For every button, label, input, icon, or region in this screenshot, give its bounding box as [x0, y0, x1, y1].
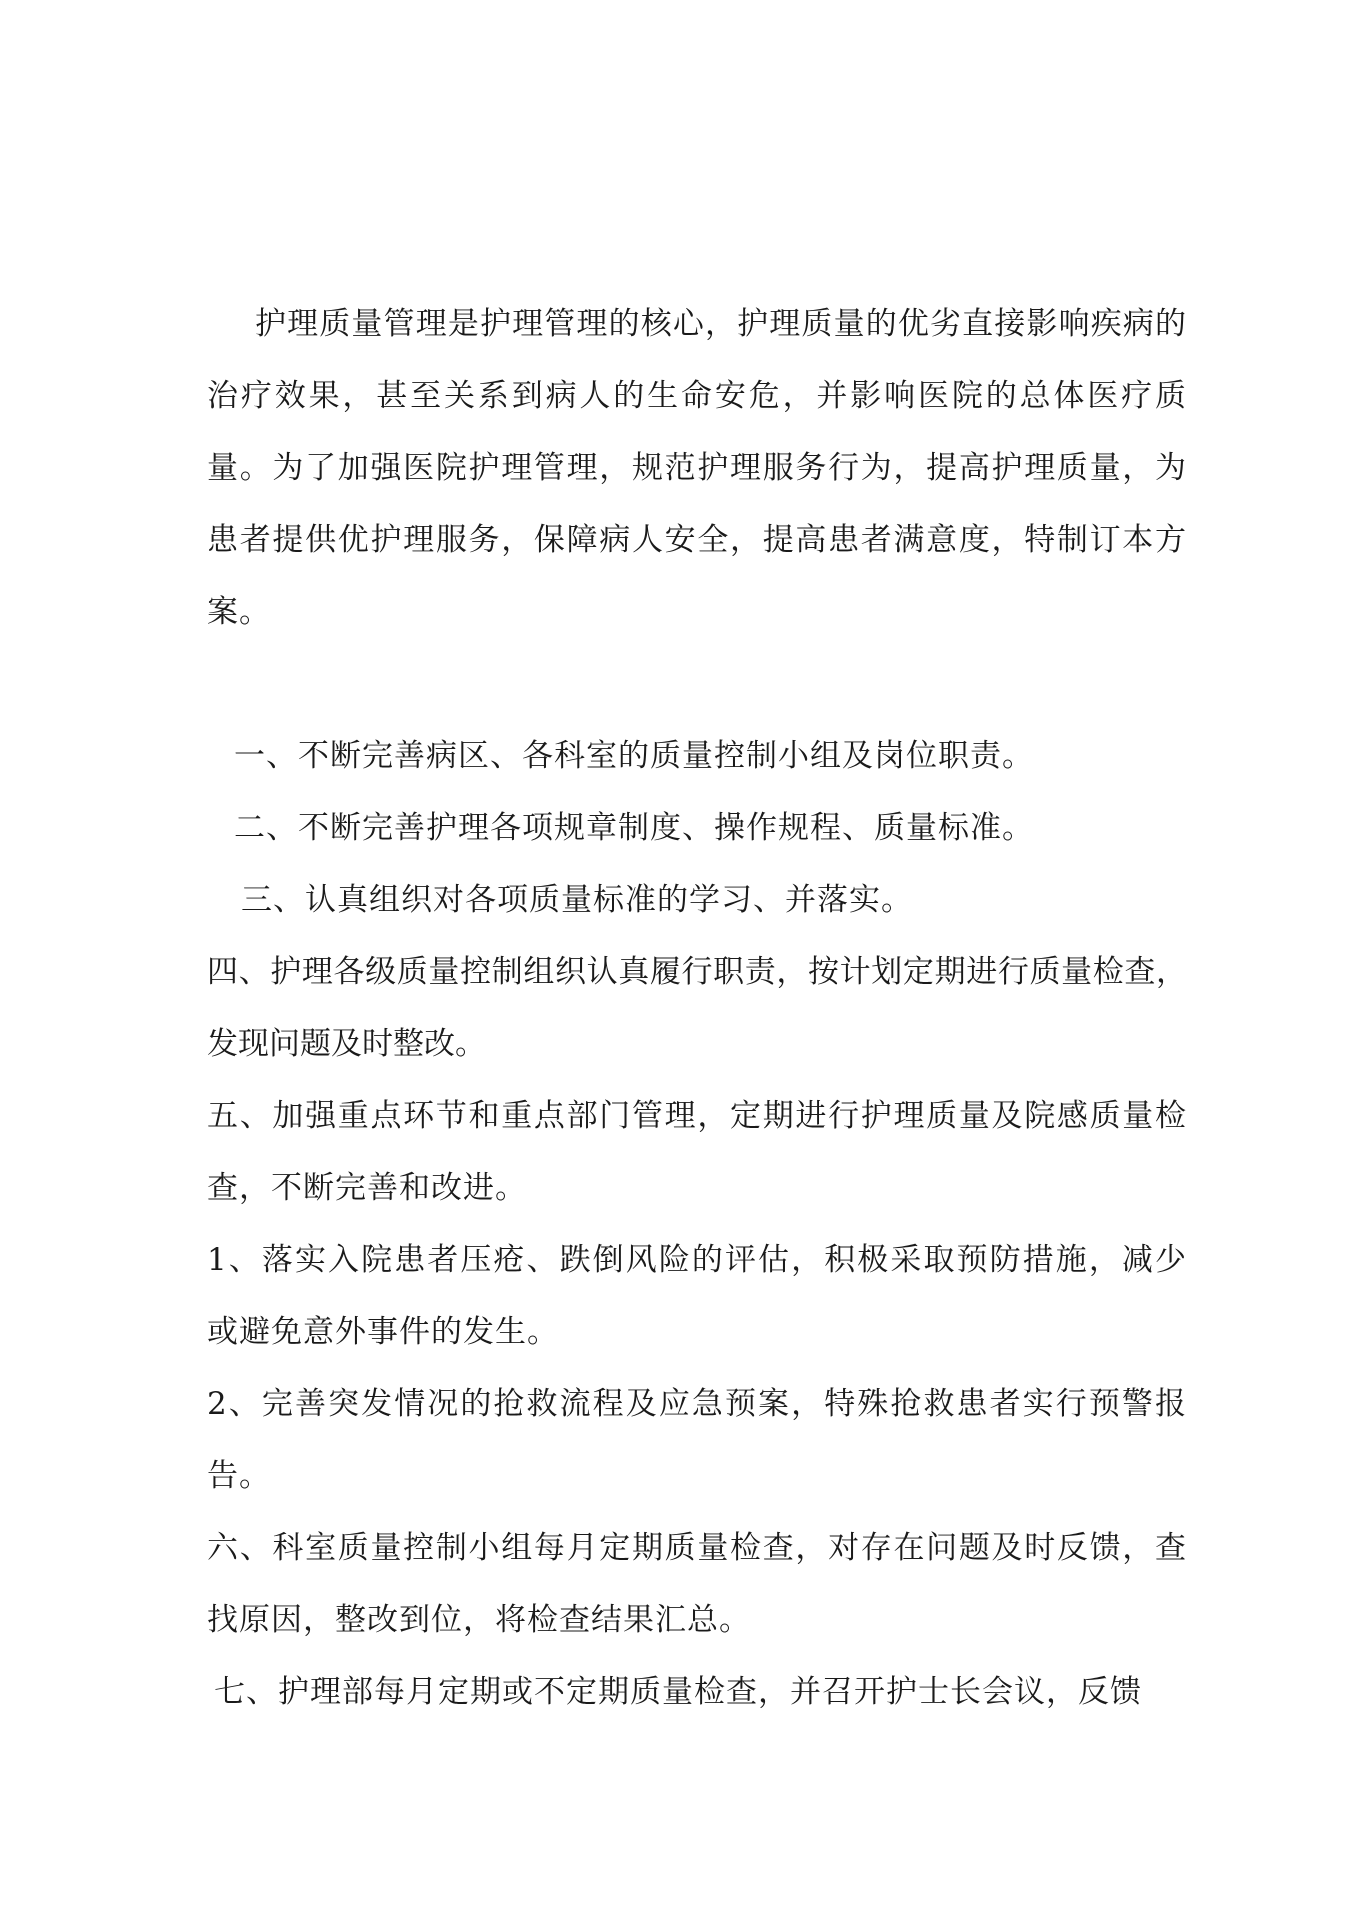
- list-item: 二、不断完善护理各项规章制度、操作规程、质量标准。: [234, 810, 1034, 846]
- list-item: 一、不断完善病区、各科室的质量控制小组及岗位职责。: [234, 738, 1034, 774]
- list-item: 1、落实入院患者压疮、跌倒风险的评估，积极采取预防措施，减少或避免意外事件的发生。: [207, 1242, 1187, 1350]
- document-body: [207, 288, 1187, 1728]
- intro-paragraph: 护理质量管理是护理管理的核心，护理质量的优劣直接影响疾病的治疗效果，甚至关系到病人的生命安危，并影响医院的总体医疗质量。为了加强医院护理管理，规范护理服务行为，提高护理质量，为患者提供优护理服务，保障病人安全，提高患者满意度，特制订本方案。: [207, 306, 1187, 630]
- list-item: 六、科室质量控制小组每月定期质量检查，对存在问题及时反馈，查找原因，整改到位，将检查结果汇总。: [207, 1530, 1187, 1638]
- list-item: 七、护理部每月定期或不定期质量检查，并召开护士长会议，反馈: [214, 1674, 1142, 1710]
- list-item: 四、护理各级质量控制组织认真履行职责，按计划定期进行质量检查，发现问题及时整改。: [207, 954, 1187, 1062]
- list-item: 三、认真组织对各项质量标准的学习、并落实。: [241, 882, 913, 918]
- list-item: 2、完善突发情况的抢救流程及应急预案，特殊抢救患者实行预警报告。: [207, 1386, 1187, 1494]
- list-item: 五、加强重点环节和重点部门管理，定期进行护理质量及院感质量检查，不断完善和改进。: [207, 1098, 1187, 1206]
- paragraph-spacer: [207, 648, 1187, 720]
